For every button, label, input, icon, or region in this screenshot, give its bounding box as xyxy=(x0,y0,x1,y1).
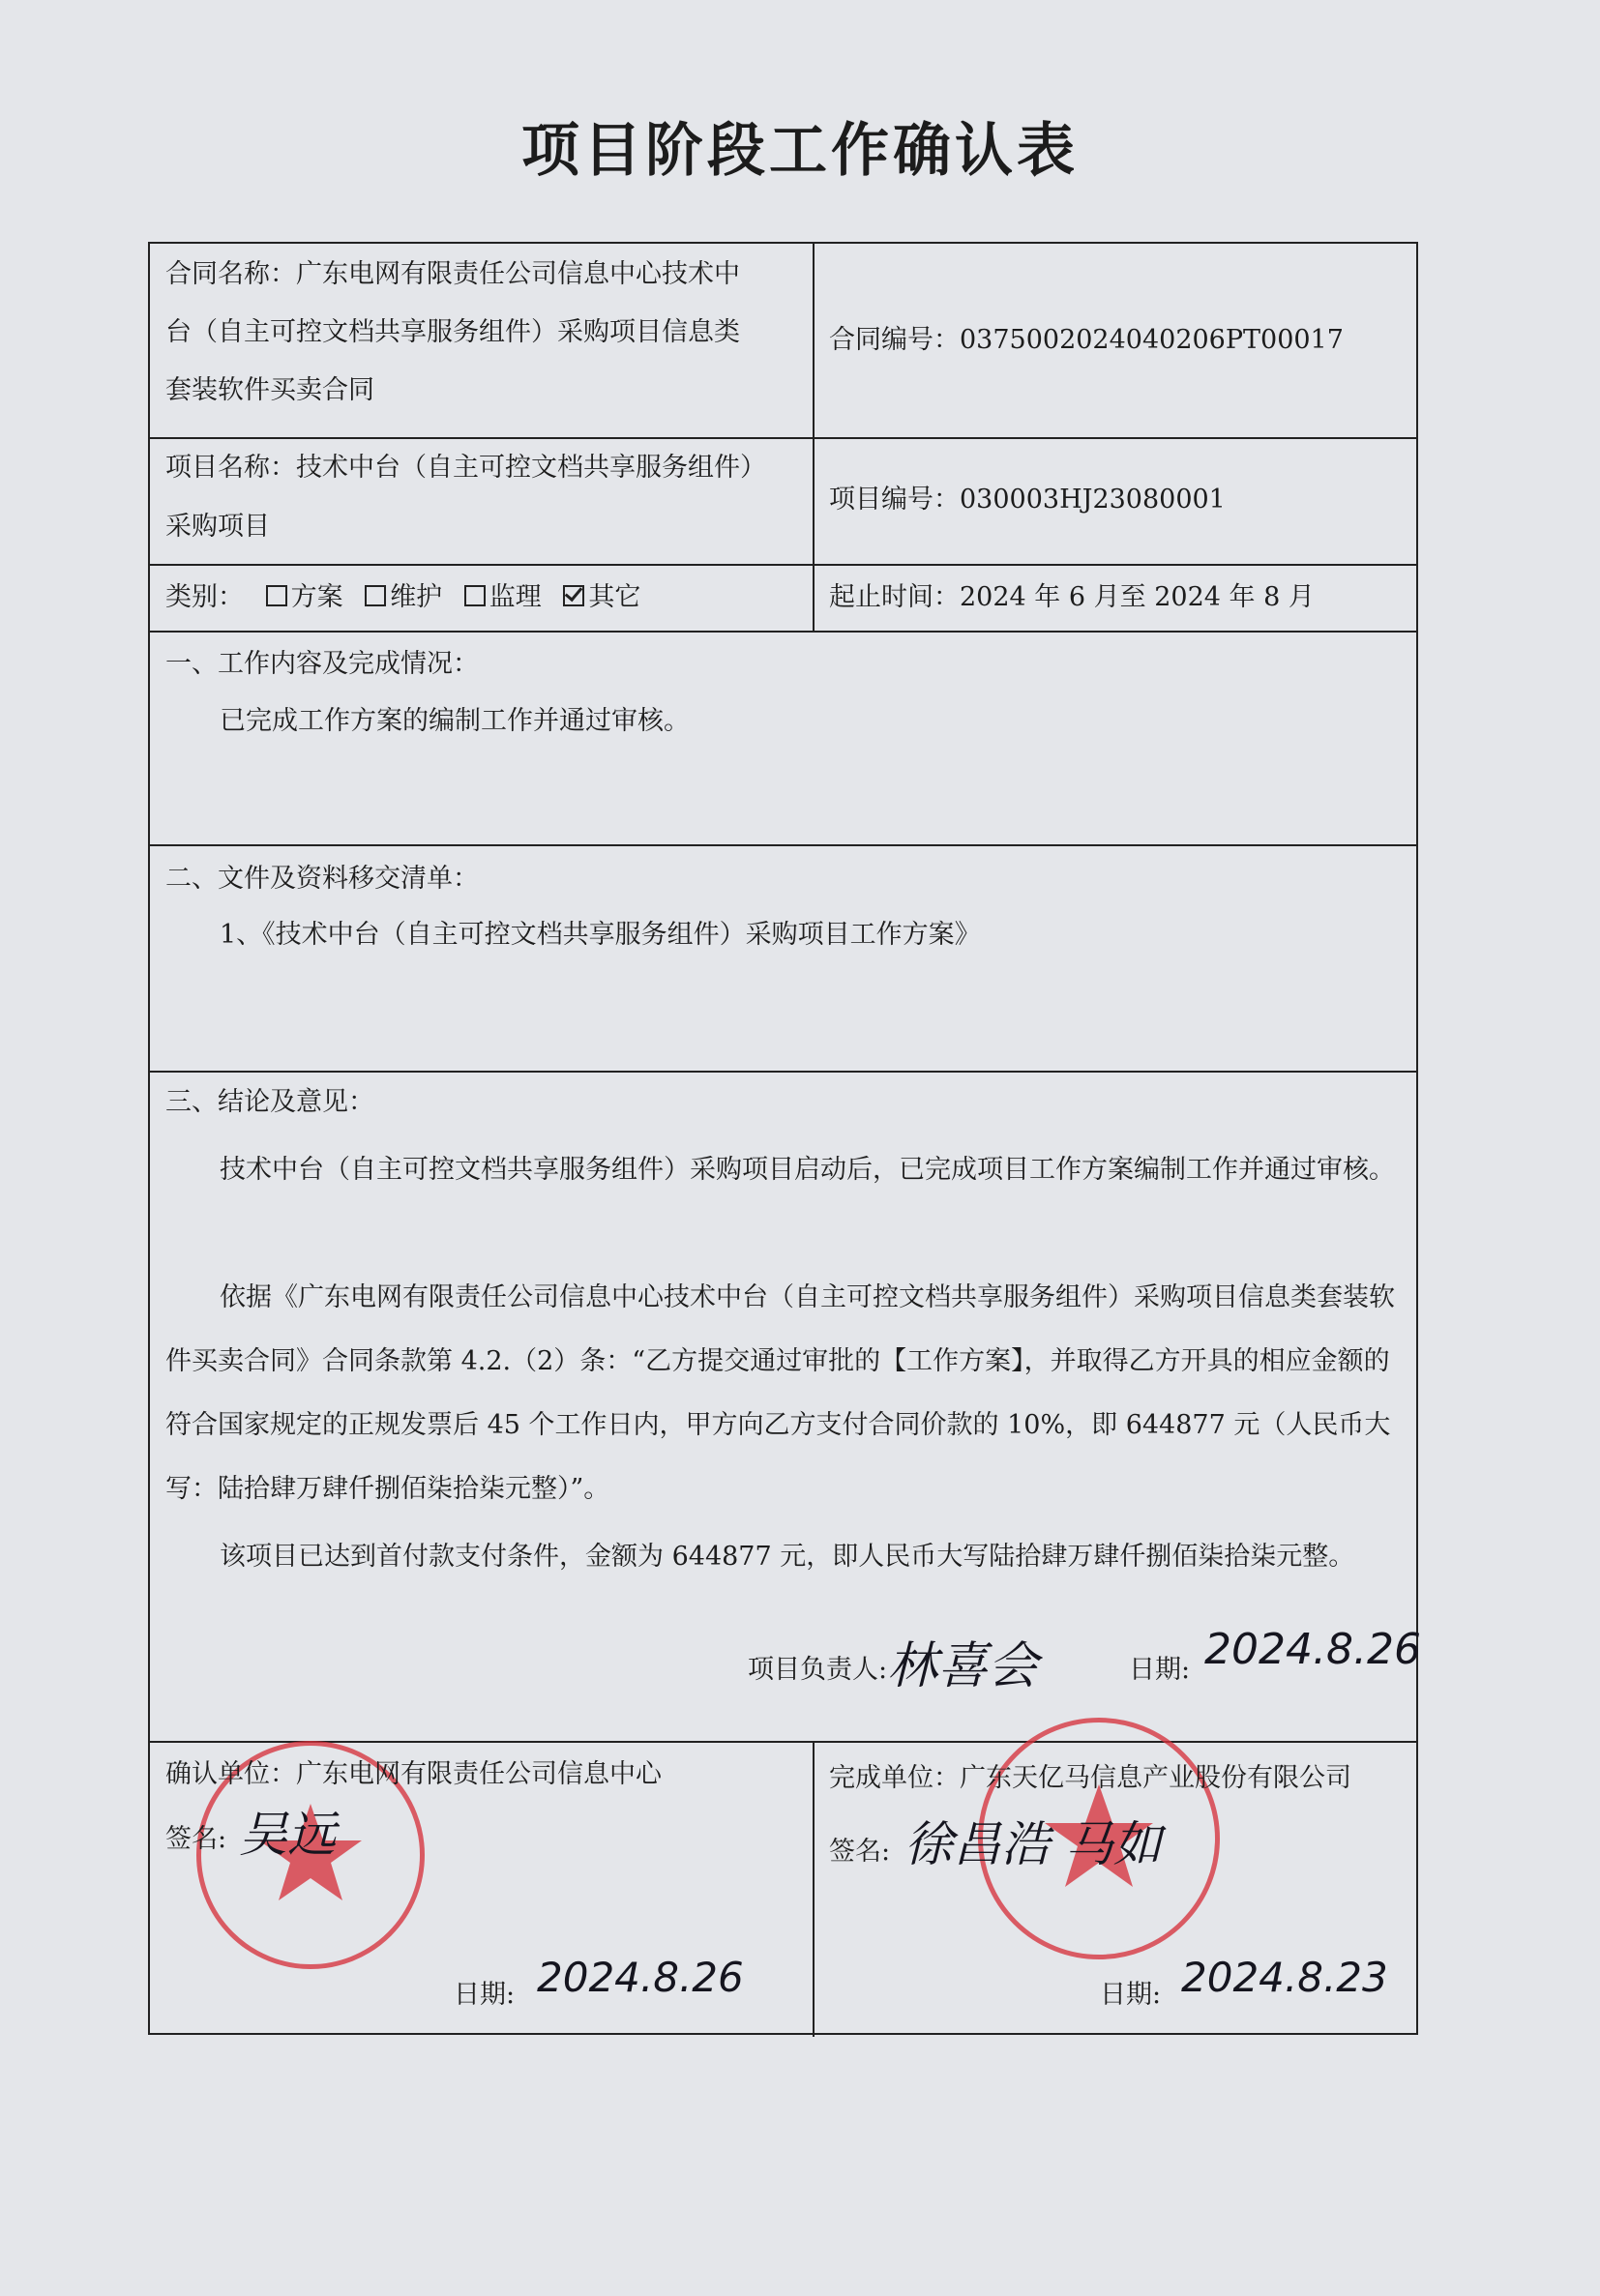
complete-date-label: 日期: xyxy=(1100,1980,1162,2010)
category-option-label: 其它 xyxy=(588,582,641,612)
confirm-signature: 吴远 xyxy=(239,1807,336,1863)
contract-name-value: 广东电网有限责任公司信息中心技术中 xyxy=(296,259,740,289)
page-title: 项目阶段工作确认表 xyxy=(521,117,1079,185)
confirm-unit-label: 确认单位： xyxy=(165,1759,296,1789)
contract-name-line3: 套装软件买卖合同 xyxy=(165,375,374,405)
leader-date-handwritten: 2024.8.26 xyxy=(1204,1625,1421,1674)
project-number xyxy=(829,471,1226,529)
row-divider xyxy=(150,1071,1416,1073)
complete-sign-label: 签名: xyxy=(829,1837,891,1867)
contract-number-label: 合同编号： xyxy=(829,325,960,355)
row-divider xyxy=(150,1741,1416,1743)
checkbox-option-maintenance[interactable] xyxy=(365,585,386,606)
project-name-value: 技术中台（自主可控文档共享服务组件） xyxy=(296,453,766,483)
complete-signature: 徐昌浩 马如 xyxy=(904,1816,1162,1872)
project-number-label: 项目编号： xyxy=(829,485,960,515)
row-divider xyxy=(150,631,1416,633)
leader-date-label: 日期: xyxy=(1129,1655,1191,1685)
section3-paragraph: 依据《广东电网有限责任公司信息中心技术中台（自主可控文档共享服务组件）采购项目信息类套装软件买卖合同》合同条款第 4.2.（2）条：“乙方提交通过审批的【工作方案】，并取得乙方开具的相应金额的符合国家规定的正规发票后 45 个工作日内，甲方向乙方支付合同价款的 10%，即 644877 元（人民币大写：陆拾肆万肆仟捌佰柒拾柒元整）”。 xyxy=(165,1282,1395,1504)
section1-body: 已完成工作方案的编制工作并通过审核。 xyxy=(220,706,690,736)
category-option-label: 监理 xyxy=(489,582,542,612)
row-divider xyxy=(150,844,1416,846)
confirm-date-label: 日期: xyxy=(454,1980,516,2010)
column-divider xyxy=(813,1741,815,2037)
section2-heading: 二、文件及资料移交清单： xyxy=(165,864,479,894)
section1-heading: 一、工作内容及完成情况： xyxy=(165,649,479,679)
contract-number-value: 0375002024040206PT00017 xyxy=(960,325,1344,355)
contract-name-label: 合同名称： xyxy=(165,259,296,289)
period-label: 起止时间： xyxy=(829,582,960,612)
project-name-line2: 采购项目 xyxy=(165,512,270,542)
complete-date-handwritten: 2024.8.23 xyxy=(1181,1954,1388,2001)
section3-paragraph: 该项目已达到首付款支付条件，金额为 644877 元，即人民币大写陆拾肆万肆仟捌佰柒拾柒元整。 xyxy=(220,1542,1355,1572)
complete-unit-label: 完成单位： xyxy=(829,1763,960,1793)
contract-name-line2: 台（自主可控文档共享服务组件）采购项目信息类 xyxy=(165,317,740,347)
confirm-unit-name: 广东电网有限责任公司信息中心 xyxy=(296,1759,662,1789)
category-option-label: 方案 xyxy=(290,582,343,612)
contract-number xyxy=(829,311,1344,369)
category-label: 类别： xyxy=(165,582,244,612)
project-number-value: 030003HJ23080001 xyxy=(960,485,1226,515)
confirm-sign-label: 签名: xyxy=(165,1824,227,1854)
period-row xyxy=(829,569,1315,627)
project-name-line1 xyxy=(165,439,766,497)
contract-name-line1 xyxy=(165,246,740,304)
complete-unit-row xyxy=(829,1750,1351,1808)
checkbox-option-other[interactable] xyxy=(563,585,584,606)
section3-paragraph: 技术中台（自主可控文档共享服务组件）采购项目启动后，已完成项目工作方案编制工作并通过审核。 xyxy=(220,1155,1395,1185)
section2-item: 1、《技术中台（自主可控文档共享服务组件）采购项目工作方案》 xyxy=(220,920,981,950)
period-value: 2024 年 6 月至 2024 年 8 月 xyxy=(960,582,1315,612)
complete-unit-name: 广东天亿马信息产业股份有限公司 xyxy=(960,1763,1351,1793)
leader-signature: 林喜会 xyxy=(887,1637,1039,1695)
column-divider xyxy=(813,244,815,631)
checkbox-option-plan[interactable] xyxy=(266,585,287,606)
confirmation-table xyxy=(148,242,1421,2035)
row-divider xyxy=(150,564,1416,566)
checkbox-option-supervision[interactable] xyxy=(464,585,486,606)
confirm-unit-row xyxy=(165,1746,662,1804)
category-option-label: 维护 xyxy=(390,582,443,612)
leader-label: 项目负责人: xyxy=(748,1655,888,1685)
confirm-date-handwritten: 2024.8.26 xyxy=(537,1954,744,2001)
project-name-label: 项目名称： xyxy=(165,453,296,483)
category-row xyxy=(165,569,640,627)
section3-heading: 三、结论及意见： xyxy=(165,1087,374,1117)
